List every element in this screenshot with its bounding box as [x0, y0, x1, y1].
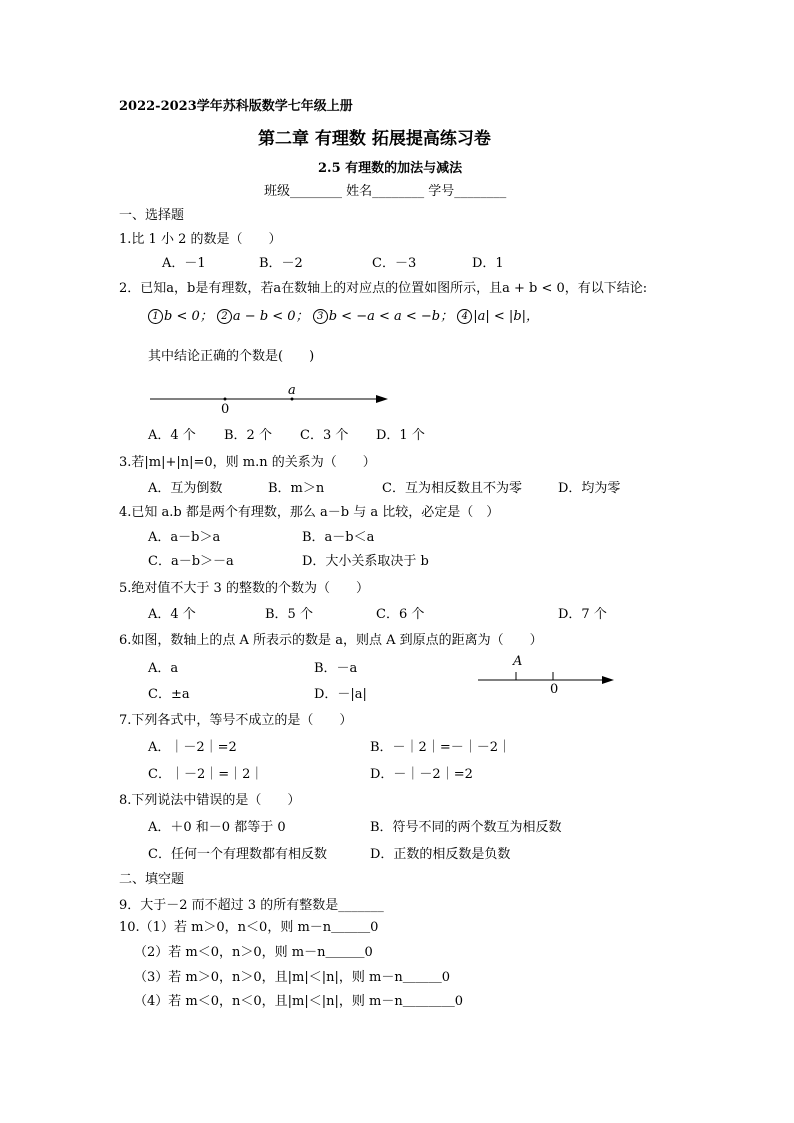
q2-number-line	[150, 384, 395, 420]
chapter-title: 第二章 有理数 拓展提高练习卷	[258, 129, 491, 149]
question-9-stem: 9．大于－2 而不超过 3 的所有整数是_______	[119, 898, 384, 913]
q2-option-a: A．4 个	[148, 428, 196, 443]
student-info-line: 班级________ 姓名________ 学号________	[264, 184, 507, 199]
q3-option-a: A．互为倒数	[148, 481, 223, 496]
section-title: 2.5 有理数的加法与减法	[318, 161, 463, 176]
q7-option-a: A．｜－2｜=2	[148, 740, 237, 755]
q2-conclusion-4: |a| < |b|，	[473, 309, 540, 324]
q1-option-c: C．－3	[372, 256, 417, 271]
question-6-stem: 6.如图，数轴上的点 A 所表示的数是 a，则点 A 到原点的距离为（ ）	[119, 633, 543, 648]
q3-option-d: D．均为零	[558, 481, 621, 496]
document-header-line: 2022-2023学年苏科版数学七年级上册	[119, 99, 353, 114]
q4-option-c: C．a－b＞－a	[148, 554, 234, 569]
question-3-stem: 3.若|m|+|n|=0，则 m.n 的关系为（ ）	[119, 455, 376, 470]
q2-ask: 其中结论正确的个数是( )	[148, 349, 315, 364]
q2-option-d: D．1 个	[376, 428, 425, 443]
q6-option-a: A．a	[148, 661, 179, 676]
section-heading-choice: 一、选择题	[119, 208, 185, 223]
q2-axis-zero-label: 0	[221, 402, 230, 417]
section-heading-fill: 二、填空题	[119, 872, 185, 887]
q2-option-b: B．2 个	[224, 428, 272, 443]
q8-option-d: D．正数的相反数是负数	[370, 847, 511, 862]
q1-option-b: B．－2	[259, 256, 303, 271]
q7-option-c: C．｜－2｜=｜2｜	[148, 767, 264, 782]
q3-option-c: C．互为相反数且不为零	[382, 481, 522, 496]
q2-conclusion-1: b < 0；	[164, 309, 213, 324]
q1-option-a: A．－1	[162, 256, 206, 271]
question-7-stem: 7.下列各式中，等号不成立的是（ ）	[119, 713, 353, 728]
q4-option-b: B．a－b＜a	[302, 530, 375, 545]
q6-option-c: C．±a	[148, 687, 190, 702]
question-8-stem: 8.下列说法中错误的是（ ）	[119, 793, 301, 808]
circled-number: 2	[217, 309, 232, 324]
question-4-stem: 4.已知 a.b 都是两个有理数，那么 a－b 与 a 比较，必定是（ ）	[119, 505, 500, 520]
q2-conclusion-3: b < −a < a < −b；	[328, 309, 454, 324]
q2-conclusion-2: a − b < 0；	[232, 309, 309, 324]
question-10-line-1: 10.（1）若 m＞0，n＜0，则 m－n＿＿＿0	[119, 920, 379, 935]
q6-option-b: B．－a	[314, 661, 358, 676]
q1-option-d: D．1	[472, 256, 504, 271]
circled-number: 3	[313, 309, 328, 324]
axis-arrow-icon	[376, 395, 388, 403]
q8-option-a: A．＋0 和－0 都等于 0	[148, 820, 286, 835]
axis-arrow-icon	[602, 676, 614, 684]
q8-option-b: B．符号不同的两个数互为相反数	[370, 820, 562, 835]
q7-option-b: B．－｜2｜=－｜－2｜	[370, 740, 511, 755]
q5-option-c: C．6 个	[376, 607, 425, 622]
q4-option-d: D．大小关系取决于 b	[302, 554, 429, 569]
q3-option-b: B．m＞n	[268, 481, 325, 496]
q6-option-d: D．－|a|	[314, 687, 367, 702]
question-1-stem: 1.比 1 小 2 的数是（ ）	[119, 232, 282, 247]
q2-axis-a-label: a	[288, 383, 296, 398]
q5-option-a: A．4 个	[148, 607, 196, 622]
q6-number-line	[478, 664, 618, 688]
origin-point	[224, 398, 227, 401]
question-10-line-2: （2）若 m＜0，n＞0，则 m－n＿＿＿0	[134, 945, 373, 960]
q7-option-d: D．－｜－2｜=2	[370, 767, 473, 782]
question-10-line-3: （3）若 m＞0，n＞0，且|m|＜|n|，则 m－n＿＿＿0	[134, 970, 450, 985]
q5-option-b: B．5 个	[265, 607, 313, 622]
question-5-stem: 5.绝对值不大于 3 的整数的个数为（ ）	[119, 581, 369, 596]
q4-option-a: A．a－b＞a	[148, 530, 221, 545]
q5-option-d: D．7 个	[558, 607, 607, 622]
q6-axis-a-label: A	[513, 654, 523, 669]
circled-number: 1	[148, 309, 163, 324]
question-2-stem: 2．已知a，b是有理数，若a在数轴上的对应点的位置如图所示，且a + b < 0，有以下结论:	[119, 281, 648, 296]
q2-option-c: C．3 个	[300, 428, 349, 443]
q6-axis-zero-label: 0	[550, 682, 559, 697]
question-10-line-4: （4）若 m＜0，n＜0，且|m|＜|n|，则 m－n＿＿＿＿0	[134, 994, 463, 1009]
q2-conclusions	[148, 309, 539, 325]
circled-number: 4	[457, 309, 472, 324]
q8-option-c: C．任何一个有理数都有相反数	[148, 847, 327, 862]
